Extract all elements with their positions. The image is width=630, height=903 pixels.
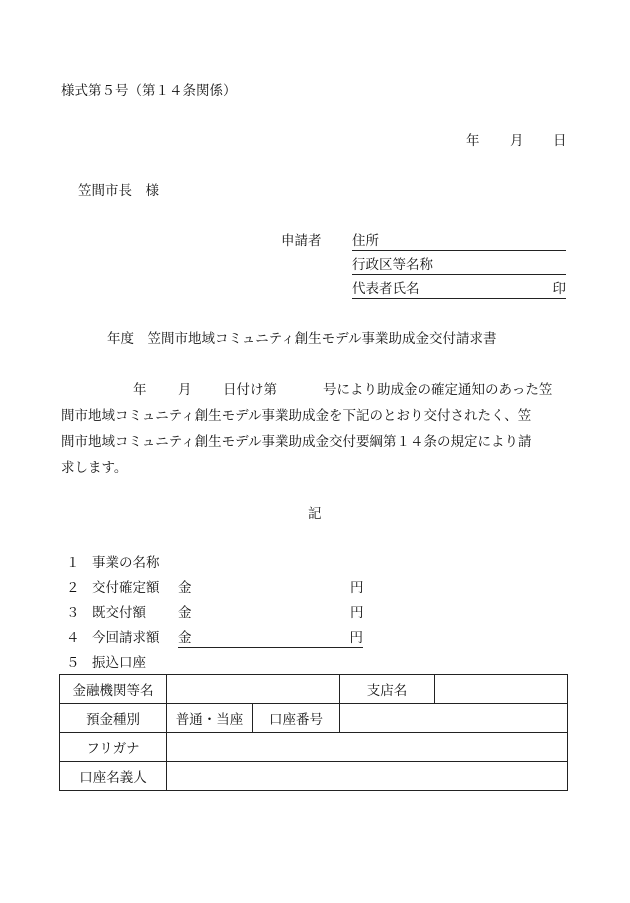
- form-number: 様式第５号（第１４条関係）: [61, 83, 237, 99]
- body-paragraph: [61, 377, 573, 481]
- ki-heading: 記: [308, 506, 322, 522]
- item-1-label: 事業の名称: [92, 555, 160, 571]
- item-5-number: ５: [66, 655, 80, 671]
- date-year: 年: [466, 133, 480, 149]
- furigana-label: フリガナ: [60, 733, 167, 762]
- body-day: 日付け第: [223, 382, 277, 398]
- body-year: 年: [133, 382, 147, 398]
- item-2-yen: 円: [350, 580, 364, 596]
- institution-input-cell[interactable]: [167, 675, 340, 704]
- body-month: 月: [178, 382, 192, 398]
- item-4-kin: 金: [178, 630, 192, 646]
- account-number-input-cell[interactable]: [340, 704, 568, 733]
- date-day: 日: [553, 133, 567, 149]
- body-line-4: 求します。: [61, 460, 128, 476]
- address-label: 住所: [352, 233, 379, 249]
- body-line-1: [61, 377, 573, 403]
- item-1-number: １: [66, 555, 80, 571]
- document-title: 年度 笠間市地域コミュニティ創生モデル事業助成金交付請求書: [107, 331, 497, 347]
- body-line-1-rest: 号により助成金の確定通知のあった笠: [323, 382, 553, 398]
- representative-line[interactable]: [352, 280, 566, 299]
- district-line[interactable]: [352, 256, 566, 275]
- item-3-kin: 金: [178, 605, 192, 621]
- furigana-input-cell[interactable]: [167, 733, 568, 762]
- table-row: [60, 675, 568, 704]
- date-month: 月: [510, 133, 524, 149]
- bank-account-table: [59, 674, 568, 791]
- institution-label: 金融機関等名: [60, 675, 167, 704]
- item-4-label: 今回請求額: [92, 630, 160, 646]
- body-line-2: 間市地域コミュニティ創生モデル事業助成金を下記のとおり交付されたく、笠: [61, 408, 532, 424]
- account-holder-input-cell[interactable]: [167, 762, 568, 791]
- deposit-type-value[interactable]: 普通・当座: [167, 704, 253, 733]
- item-3-yen: 円: [350, 605, 364, 621]
- table-row: [60, 704, 568, 733]
- item-4-number: ４: [66, 630, 80, 646]
- account-holder-label: 口座名義人: [60, 762, 167, 791]
- branch-label: 支店名: [340, 675, 435, 704]
- item-4-yen: 円: [349, 630, 363, 646]
- table-row: [60, 762, 568, 791]
- address-line[interactable]: [352, 232, 566, 251]
- addressee: 笠間市長 様: [78, 183, 159, 199]
- item-4-amount-line[interactable]: [178, 629, 363, 648]
- deposit-type-label: 預金種別: [60, 704, 167, 733]
- item-3-label: 既交付額: [92, 605, 146, 621]
- account-number-label: 口座番号: [253, 704, 340, 733]
- applicant-label: 申請者: [281, 233, 322, 249]
- district-label: 行政区等名称: [352, 257, 433, 273]
- body-line-3: 間市地域コミュニティ創生モデル事業助成金交付要綱第１４条の規定により請: [61, 434, 532, 450]
- seal-mark: 印: [552, 281, 566, 297]
- item-3-number: ３: [66, 605, 80, 621]
- item-2-kin: 金: [178, 580, 192, 596]
- item-2-number: ２: [66, 580, 80, 596]
- item-2-label: 交付確定額: [92, 580, 160, 596]
- branch-input-cell[interactable]: [435, 675, 568, 704]
- table-row: [60, 733, 568, 762]
- representative-label: 代表者氏名: [352, 281, 420, 297]
- item-5-label: 振込口座: [92, 655, 146, 671]
